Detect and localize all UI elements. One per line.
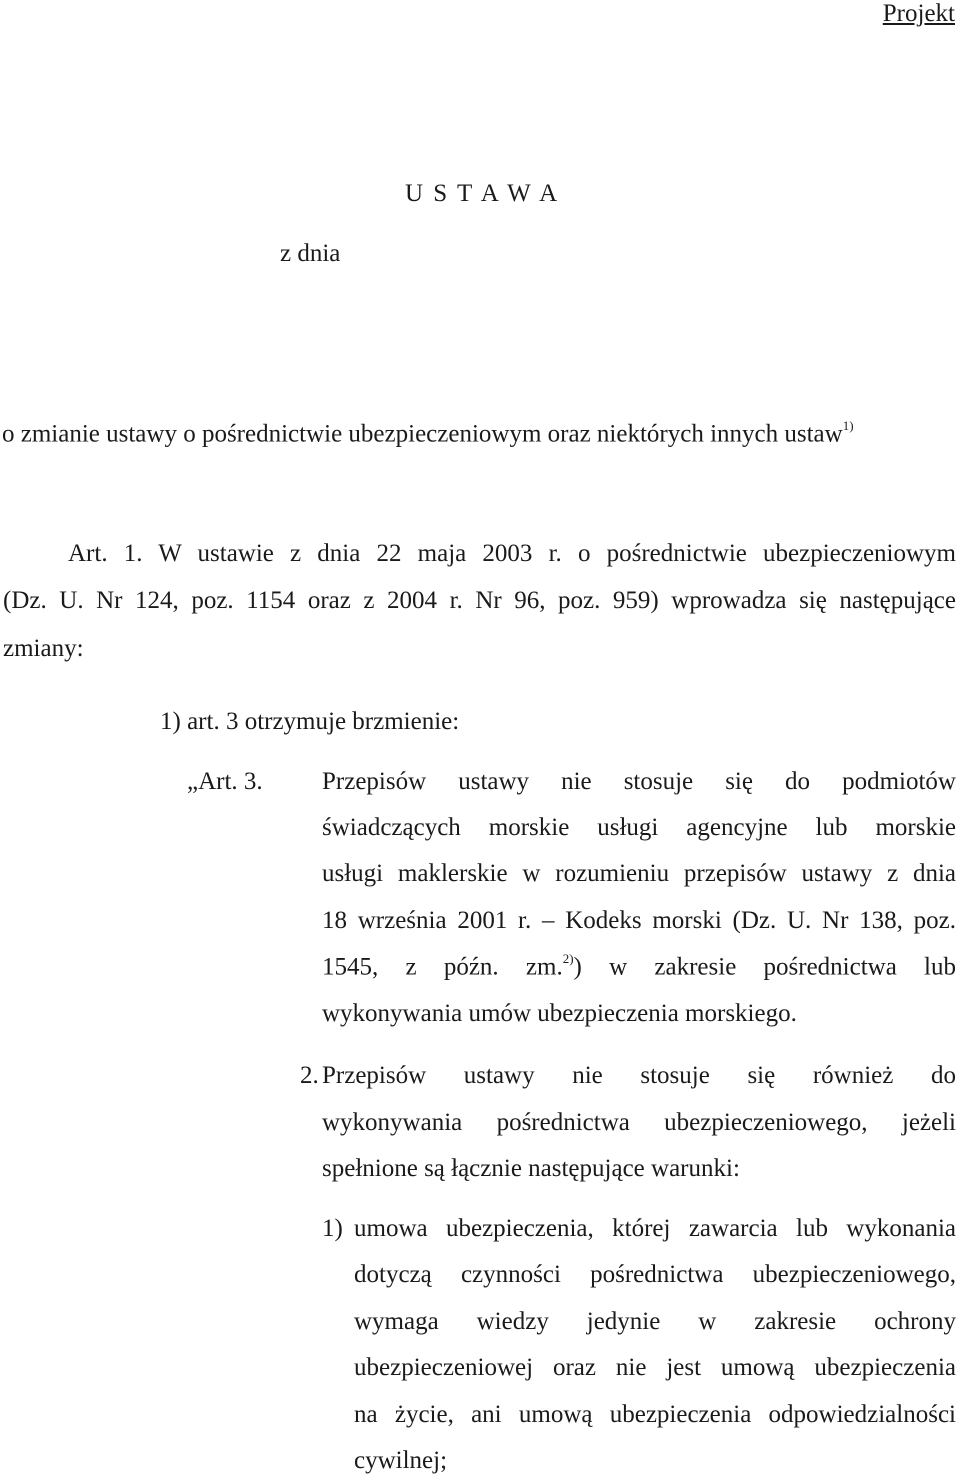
- art3-p1-line-2: świadczących morskie usługi agencyjne lub morskie: [322, 814, 956, 841]
- art3-p1-line-5: [322, 953, 956, 981]
- art1-line-2: (Dz. U. Nr 124, poz. 1154 oraz z 2004 r. Nr 96, poz. 959) wprowadza się następujące: [3, 587, 956, 614]
- footnote-ref-2: 2): [562, 951, 574, 966]
- art3-p1-line-1: Przepisów ustawy nie stosuje się do podmiotów: [322, 768, 956, 795]
- art1-line-3: zmiany:: [3, 635, 84, 662]
- art3-p1-line-4: 18 września 2001 r. – Kodeks morski (Dz. U. Nr 138, poz.: [322, 907, 956, 934]
- art3-p2-line-2: wykonywania pośrednictwa ubezpieczeniowego, jeżeli: [322, 1109, 956, 1136]
- point-1: 1) art. 3 otrzymuje brzmienie:: [160, 708, 460, 735]
- art3-p1-line-5-pre: 1545, z późn. zm.: [322, 953, 563, 981]
- condition-1-line-2: dotyczą czynności pośrednictwa ubezpieczeniowego,: [354, 1261, 956, 1288]
- art3-p2-number: 2.: [300, 1062, 319, 1089]
- condition-1-line-5: na życie, ani umową ubezpieczenia odpowiedzialności: [354, 1401, 956, 1428]
- art3-p2-line-1: Przepisów ustawy nie stosuje się również do: [322, 1062, 956, 1089]
- condition-1-line-4: ubezpieczeniowej oraz nie jest umową ubezpieczenia: [354, 1354, 956, 1381]
- art3-p2-line-3: spełnione są łącznie następujące warunki:: [322, 1155, 740, 1182]
- art3-p1-line-5-post: ) w zakresie pośrednictwa lub: [573, 953, 957, 981]
- condition-1-line-3: wymaga wiedzy jedynie w zakresie ochrony: [354, 1308, 956, 1335]
- condition-1-line-1: umowa ubezpieczenia, której zawarcia lub wykonania: [354, 1215, 956, 1242]
- condition-1-line-6: cywilnej;: [354, 1447, 448, 1474]
- art3-p1-line-3: usługi maklerskie w rozumieniu przepisów ustawy z dnia: [322, 860, 956, 887]
- document-title: U S T A W A: [405, 180, 560, 207]
- act-subject-text: o zmianie ustawy o pośrednictwie ubezpieczeniowym oraz niektórych innych ustaw: [2, 420, 843, 448]
- date-line: z dnia: [280, 240, 341, 267]
- condition-1-number: 1): [322, 1215, 343, 1242]
- act-subject: [2, 420, 854, 448]
- footnote-ref-1: 1): [842, 418, 854, 433]
- art3-p1-line-6: wykonywania umów ubezpieczenia morskiego.: [322, 1000, 797, 1027]
- projekt-label: Projekt: [882, 0, 955, 27]
- art3-label: „Art. 3.: [187, 768, 263, 795]
- art1-line-1: Art. 1. W ustawie z dnia 22 maja 2003 r. o pośrednictwie ubezpieczeniowym: [68, 540, 956, 567]
